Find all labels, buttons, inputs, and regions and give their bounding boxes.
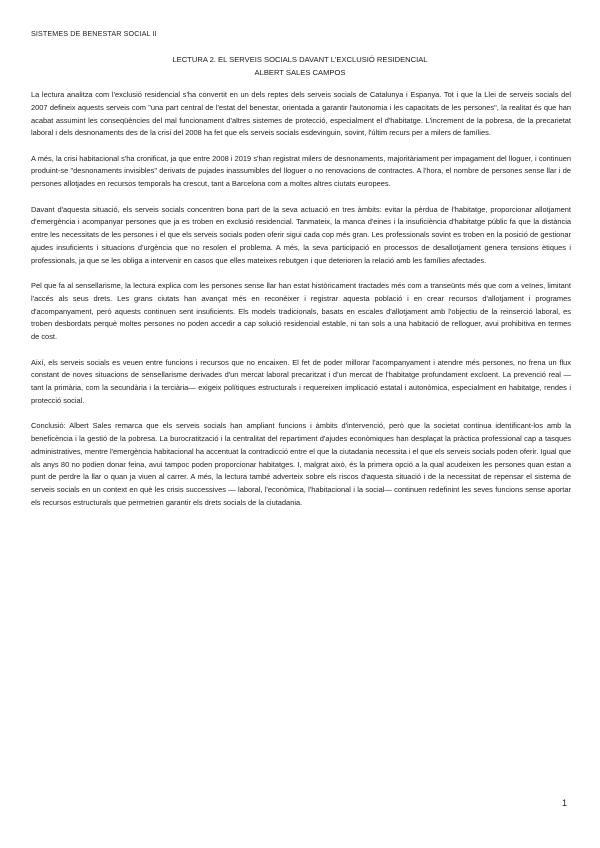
document-author: ALBERT SALES CAMPOS <box>254 68 346 77</box>
paragraph-conclusion: Conclusió: Albert Sales remarca que els serveis socials han ampliant funcions i àmbits d'intervenció, però que la societat continua identificant-los amb la beneficència i la gestió de la pobresa. La burocratització i la centralitat del repartiment d'ajudes econòmiques han desplaçat la pràctica professional cap a tasques administratives, mentre l'emergència habitacional ha accentuat la contradicció entre el que la ciutadania necessita i el que els serveis socials poden oferir. Igual que als anys 80 no podien donar feina, avui tampoc poden proporcionar habitatges. I, malgrat això, és la primera opció a la qual acudeixen les persones quan estan a punt de perdre la llar o quan ja viuen al carrer. A més, la lectura també adverteix sobre els riscos d'aquesta situació i de la necessitat de repensar el sistema de serveis socials en un context en què les crisis successives — laboral, l'econòmica, l'habitacional i la social— continuen redefinint les seves funcions sense aportar els recursos estructurals que permetrien garantir els drets socials de la ciutadania. <box>31 421 571 508</box>
page-number: 1 <box>562 798 568 808</box>
title-block <box>31 53 569 79</box>
paragraph-introduction: La lectura analitza com l'exclusió residencial s'ha convertit en un dels reptes dels serveis socials de Catalunya i Espanya. Tot i que la Llei de serveis socials del 2007 defineix aquests serveis com "una part central de l'estat del benestar, orientada a garantir l'autonomia i les capacitats de les persones", la realitat és que han acabat assumint les conseqüències del mal funcionament d'altres sistemes de protecció, especialment el d'habitatge. L'increment de la pobresa, de la precarietat laboral i dels desnonaments des de la crisi del 2008 ha fet que els serveis socials esdevinguin, sovint, l'últim recurs per a milers de famílies. <box>31 90 571 138</box>
document-title: LECTURA 2. EL SERVEIS SOCIALS DAVANT L'EXCLUSIÓ RESIDENCIAL <box>172 55 428 64</box>
paragraph-homelessness: Pel que fa al sensellarisme, la lectura explica com les persones sense llar han estat històricament tractades més com a transeünts més que com a veïnes, limitant l'accés als seus drets. Les grans ciutats han avançat més en reconèixer i registrar aquesta població i en crear recursos d'allotjament i programes d'acompanyament, però aquests continuen sent insuficients. Els models tradicionals, basats en escales d'allotjament amb l'objectiu de la reinserció laboral, es troben desbordats perquè moltes persones no poden accedir a cap solució residencial estable, ni tan sols a una habitació de relloguer, avui prohibitiva en termes de cost. <box>31 281 571 342</box>
paragraph-prevention: Així, els serveis socials es veuen entre funcions i recursos que no encaixen. El fet de poder millorar l'acompanyament i atendre més persones, no frena un flux constant de noves situacions de sensellarisme derivades d'un mercat laboral precaritzat i d'un mercat de l'habitatge profundament excloent. La prevenció real —tant la primària, com la secundària i la terciària— exigeix polítiques estructurals i requereixen implicació estatal i autonòmica, especialment en habitatge, rendes i protecció social. <box>31 357 571 405</box>
paragraph-housing-crisis: A més, la crisi habitacional s'ha cronificat, ja que entre 2008 i 2019 s'han registrat milers de desnonaments, majoritàriament per impagament del lloguer, i continuen produint-se "desnonaments invisibles" derivats de pujades inassumibles del lloguer o no renovacions de contractes. A l'hora, el nombre de persones sense llar i de persones allotjades en recursos temporals ha crescut, tant a Barcelona com a moltes altres ciutats europees. <box>31 153 571 189</box>
running-header: SISTEMES DE BENESTAR SOCIAL II <box>31 29 157 38</box>
paragraph-areas-of-action: Davant d'aquesta situació, els serveis socials concentren bona part de la seva actuació en tres àmbits: evitar la pèrdua de l'habitatge, proporcionar allotjament d'emergència i acompanyar persones que ja es troben en exclusió residencial. Tanmateix, la manca d'eines i la insuficiència d'habitatge públic fa que la distància entre les necessitats de les persones i el que els serveis socials poden oferir sigui cada cop més gran. Les professionals sovint es troben en la posició de gestionar ajudes insuficients i situacions d'urgència que no resolen el problema. A més, la seva participació en processos de desallotjament genera tensions ètiques i professionals, ja que se les obliga a intervenir en casos que elles mateixes rebutgen i que deterioren la relació amb les famílies afectades. <box>31 204 571 265</box>
document-body <box>31 89 571 522</box>
